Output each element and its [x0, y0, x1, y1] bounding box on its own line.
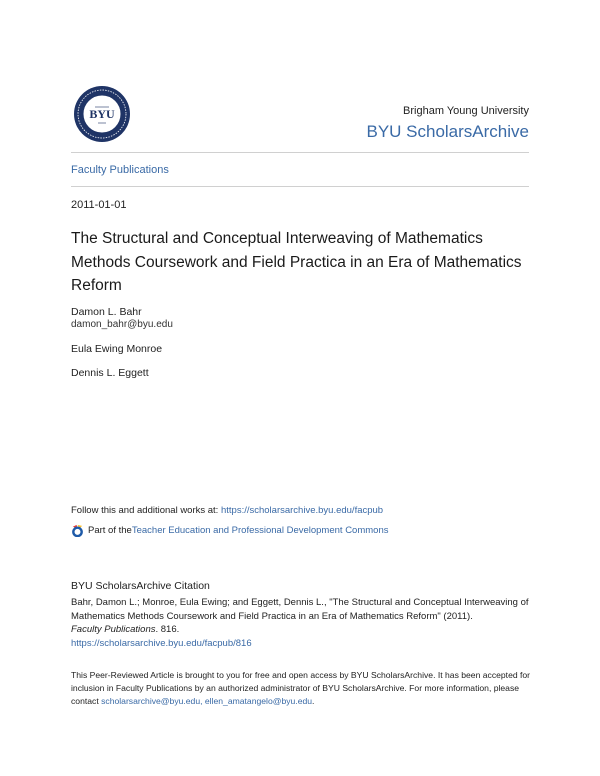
commons-link[interactable]: Teacher Education and Professional Development Commons — [131, 525, 389, 536]
citation-url[interactable]: https://scholarsarchive.byu.edu/facpub/816 — [71, 637, 252, 649]
citation-number: . 816. — [155, 624, 180, 635]
part-of-prefix: Part of the — [88, 525, 132, 536]
citation-block — [71, 596, 536, 650]
follow-link[interactable]: https://scholarsarchive.byu.edu/facpub — [220, 505, 384, 516]
citation-heading: BYU ScholarsArchive Citation — [71, 580, 210, 592]
author-email[interactable]: damon_bahr@byu.edu — [71, 319, 173, 330]
divider-bottom — [71, 186, 529, 187]
author-name: Eula Ewing Monroe — [71, 343, 163, 355]
seal-icon — [73, 85, 131, 143]
notice-text: This Peer-Reviewed Article is brought to you for free and open access by BYU ScholarsArchive. It has been accepted for inclusion in Faculty Publications by an authorized administrator of BYU ScholarsArchive. For more information, please contact — [71, 670, 531, 706]
author — [71, 305, 173, 332]
follow-line — [71, 505, 383, 516]
citation-journal: Faculty Publications — [71, 624, 156, 635]
contact-link[interactable]: scholarsarchive@byu.edu, ellen_amatangelo@byu.edu — [101, 696, 313, 706]
notice-end: . — [312, 696, 315, 706]
follow-prefix: Follow this and additional works at: — [71, 505, 221, 516]
author-name: Dennis L. Eggett — [71, 367, 149, 379]
divider-top — [71, 152, 529, 153]
institution-header — [366, 104, 529, 143]
svg-text:BYU: BYU — [89, 107, 115, 121]
author — [71, 366, 173, 380]
article-title: The Structural and Conceptual Interweaving of Mathematics Methods Coursework and Field Practica in an Era of Mathematics Reform — [71, 230, 522, 294]
citation-text: Bahr, Damon L.; Monroe, Eula Ewing; and Eggett, Dennis L., "The Structural and Conceptual Interweaving of Mathematics Methods Coursework and Field Practica in an Era of Mathematics Reform" (2011). — [71, 597, 529, 622]
byu-seal-logo — [73, 85, 131, 143]
author-list — [71, 305, 173, 390]
network-icon — [71, 524, 84, 537]
author-name: Damon L. Bahr — [71, 306, 142, 318]
series-link[interactable]: Faculty Publications — [71, 164, 169, 176]
access-notice — [71, 669, 536, 708]
author — [71, 342, 173, 356]
publication-date: 2011-01-01 — [71, 199, 127, 211]
part-of-line — [71, 524, 388, 537]
institution-name: Brigham Young University — [403, 105, 529, 117]
archive-name[interactable]: BYU ScholarsArchive — [366, 122, 529, 141]
